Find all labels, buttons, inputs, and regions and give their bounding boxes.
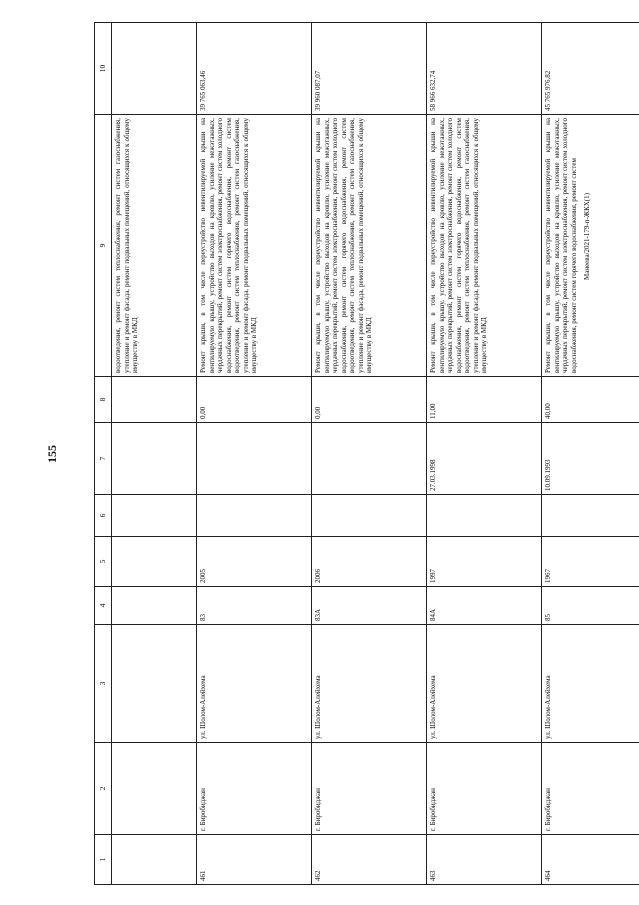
house-number: 84А (427, 587, 542, 625)
column-number: 8 (95, 377, 112, 423)
document-code: Манеева/2021-179-п-ЖКХ(1) (583, 193, 591, 280)
column-number: 1 (95, 835, 112, 885)
column-number: 7 (95, 423, 112, 495)
city: г. Биробиджан (312, 743, 427, 835)
works-list: Ремонт крыши, в том числе переустройство невентилируемой крыши на вентилируемую крышу, устройство выходов на кровлю, усиление межэтажных, чердачных перекрытий, ремонт систем электроснабжения, ремонт систем холодного водоснабжения, ремонт систем горячего водоснабжения, ремонт систем водоотведения, ремонт систем теплоснабжения, ремонт систем газоснабжения, утепление и ремонт фасада, ремонт подвальных помещений, относящихся к общему имуществу в МКД (427, 115, 542, 377)
column-number: 2 (95, 743, 112, 835)
column-6 (542, 495, 639, 537)
column-number: 9 (95, 115, 112, 377)
house-number: 85 (542, 587, 639, 625)
column-number-row (95, 23, 112, 885)
build-year: 1967 (542, 537, 639, 587)
table-row (427, 23, 542, 885)
house-number: 83 (197, 587, 312, 625)
date (197, 423, 312, 495)
table-row (197, 23, 312, 885)
row-number: 464 (542, 835, 639, 885)
city: г. Биробиджан (427, 743, 542, 835)
continuation-row (112, 23, 197, 885)
table-row (542, 23, 639, 885)
city: г. Биробиджан (197, 743, 312, 835)
column-number: 6 (95, 495, 112, 537)
date: 27.03.1998 (427, 423, 542, 495)
street: ул. Шолом-Алейхема (542, 625, 639, 743)
city: г. Биробиджан (542, 743, 639, 835)
row-number: 461 (197, 835, 312, 885)
house-number: 83А (312, 587, 427, 625)
works-list: Ремонт крыши, в том числе переустройство невентилируемой крыши на вентилируемую крышу, устройство выходов на кровлю, усиление межэтажных, чердачных перекрытий, ремонт систем электроснабжения, ремонт систем холодного водоснабжения, ремонт систем горячего водоснабжения, ремонт систем водоотведения, ремонт систем теплоснабжения, ремонт систем газоснабжения, утепление и ремонт фасада, ремонт подвальных помещений, относящихся к общему имуществу в МКД (312, 115, 427, 377)
date (312, 423, 427, 495)
column-number: 10 (95, 23, 112, 115)
works-list: водоотведения, ремонт систем теплоснабжения, ремонт систем газоснабжения, утепление и ремонт фасада, ремонт подвальных помещений, относящихся к общему имуществу в МКД (112, 115, 197, 377)
row-number: 462 (312, 835, 427, 885)
column-6 (312, 495, 427, 537)
street: ул. Шолом-Алейхема (312, 625, 427, 743)
column-number: 5 (95, 537, 112, 587)
works-list: Ремонт крыши, в том числе переустройство невентилируемой крыши на вентилируемую крышу, устройство выходов на кровлю, усиление межэтажных, чердачных перекрытий, ремонт систем электроснабжения, ремонт систем холодного водоснабжения, ремонт систем горячего водоснабжения, ремонт систем водоотведения, ремонт систем теплоснабжения, ремонт систем газоснабжения, утепление и ремонт фасада, ремонт подвальных помещений, относящихся к общему имуществу в МКД (197, 115, 312, 377)
wear-value: 0,00 (312, 377, 427, 423)
cost: 58 966 632,74 (427, 23, 542, 115)
column-number: 4 (95, 587, 112, 625)
cost: 45 765 976,82 (542, 23, 639, 115)
date: 10.09.1993 (542, 423, 639, 495)
page-number: 155 (45, 445, 59, 463)
wear-value: 11,00 (427, 377, 542, 423)
cost: 39 960 087,07 (312, 23, 427, 115)
column-6 (427, 495, 542, 537)
build-year: 1997 (427, 537, 542, 587)
wear-value: 0,00 (197, 377, 312, 423)
column-6 (197, 495, 312, 537)
capital-repair-table (94, 22, 639, 885)
row-number: 463 (427, 835, 542, 885)
table-row (312, 23, 427, 885)
capital-repair-table-wrapper (94, 23, 578, 885)
cost: 39 765 063,46 (197, 23, 312, 115)
column-number: 3 (95, 625, 112, 743)
wear-value: 40,00 (542, 377, 639, 423)
build-year: 2006 (312, 537, 427, 587)
build-year: 2005 (197, 537, 312, 587)
works-list: Ремонт крыши, в том числе переустройство невентилируемой крыши на вентилируемую крышу, устройство выходов на кровлю, усиление межэтажных, чердачных перекрытий, ремонт систем электроснабжения, ремонт систем холодного водоснабжения, ремонт систем горячего водоснабжения, ремонт систем (542, 115, 639, 377)
street: ул. Шолом-Алейхема (427, 625, 542, 743)
street: ул. Шолом-Алейхема (197, 625, 312, 743)
